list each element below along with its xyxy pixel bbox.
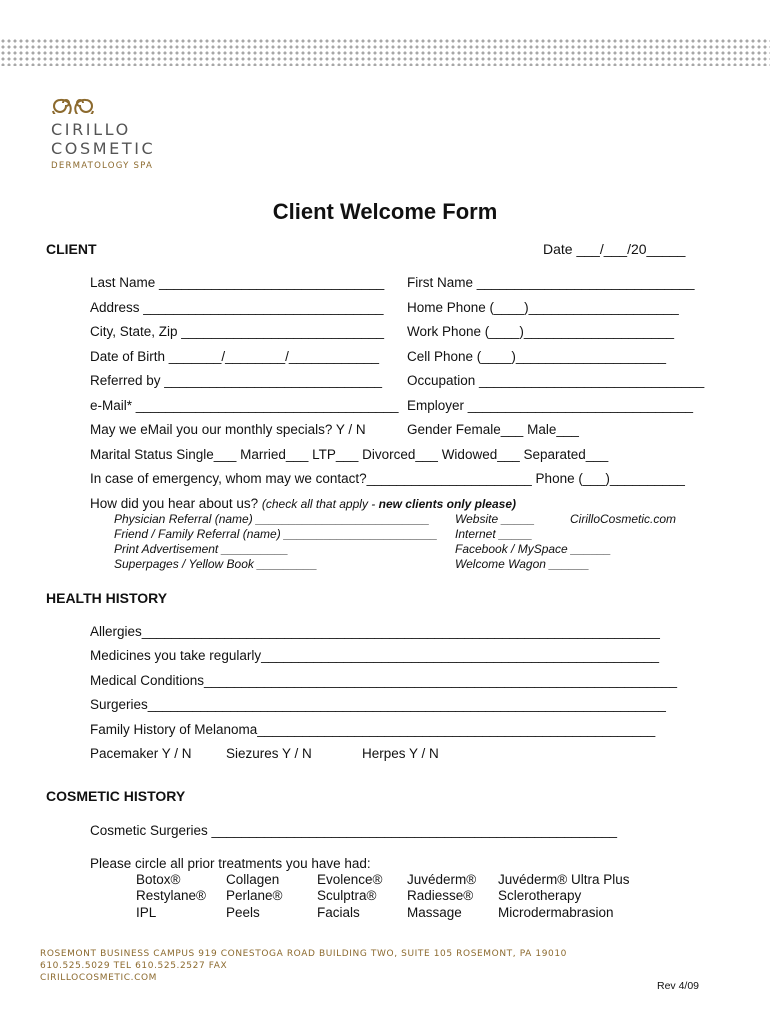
cosmetic-history-heading: COSMETIC HISTORY (46, 788, 186, 804)
herpes-field[interactable]: Herpes Y / N (362, 746, 439, 761)
brand-name-line1: CIRILLO (51, 120, 131, 139)
date-of-birth-field[interactable]: Date of Birth _______/________/____________ (90, 349, 380, 364)
swirl-logo-icon (51, 92, 95, 114)
source-internet[interactable]: Internet _____ (455, 527, 533, 541)
source-website[interactable]: Website _____ (455, 512, 535, 526)
brand-logo (51, 92, 155, 171)
home-phone-field[interactable]: Home Phone (____)____________________ (407, 300, 679, 315)
client-section-heading: CLIENT (46, 241, 97, 257)
surgeries-field[interactable]: Surgeries_____________________________________________________________________ (90, 697, 666, 712)
source-print-advertisement[interactable]: Print Advertisement __________ (114, 542, 289, 556)
seizures-field[interactable]: Siezures Y / N (226, 746, 312, 761)
allergies-field[interactable]: Allergies_____________________________________________________________________ (90, 624, 660, 639)
footer-website: CIRILLOCOSMETIC.COM (40, 973, 158, 983)
brand-tagline: DERMATOLOGY SPA (51, 161, 154, 171)
email-field[interactable]: e-Mail* ___________________________________ (90, 398, 399, 413)
form-title: Client Welcome Form (272, 199, 498, 224)
treatment-facials[interactable]: Facials (317, 905, 360, 920)
treatment-radiesse[interactable]: Radiesse® (407, 888, 474, 903)
treatment-microdermabrasion[interactable]: Microdermabrasion (498, 905, 614, 920)
medical-conditions-field[interactable]: Medical Conditions_______________________________________________________________ (90, 673, 678, 688)
treatments-prompt: Please circle all prior treatments you have had: (90, 856, 371, 871)
emergency-contact-field[interactable]: In case of emergency, whom may we contact?______________________ Phone (___)__________ (90, 471, 685, 486)
treatment-sclerotherapy[interactable]: Sclerotherapy (498, 888, 582, 903)
source-friend-family-referral[interactable]: Friend / Family Referral (name) _______________________ (114, 527, 438, 541)
treatment-perlane[interactable]: Perlane® (226, 888, 283, 903)
treatment-restylane[interactable]: Restylane® (136, 888, 206, 903)
pacemaker-field[interactable]: Pacemaker Y / N (90, 746, 192, 761)
hear-about-us-note-bold: new clients only please) (378, 497, 516, 511)
gender-field[interactable]: Gender Female___ Male___ (407, 422, 579, 437)
treatment-massage[interactable]: Massage (407, 905, 462, 920)
work-phone-field[interactable]: Work Phone (____)____________________ (407, 324, 674, 339)
marital-status-field[interactable]: Marital Status Single___ Married___ LTP___ Divorced___ Widowed___ Separated___ (90, 447, 609, 462)
treatment-ipl[interactable]: IPL (136, 905, 157, 920)
treatment-peels[interactable]: Peels (226, 905, 260, 920)
first-name-field[interactable]: First Name _____________________________ (407, 275, 695, 290)
treatment-juvederm-ultra-plus[interactable]: Juvéderm® Ultra Plus (498, 872, 630, 887)
family-history-melanoma-field[interactable]: Family History of Melanoma_____________________________________________________ (90, 722, 656, 737)
email-specials-question[interactable]: May we eMail you our monthly specials? Y / N (90, 422, 366, 437)
brand-name-line2: COSMETIC (51, 139, 156, 158)
revision-label: Rev 4/09 (657, 980, 700, 992)
treatment-juvederm[interactable]: Juvéderm® (407, 872, 477, 887)
website-name: CirilloCosmetic.com (570, 512, 677, 526)
city-state-zip-field[interactable]: City, State, Zip ___________________________ (90, 324, 384, 339)
treatment-botox[interactable]: Botox® (136, 872, 181, 887)
source-superpages[interactable]: Superpages / Yellow Book _________ (114, 557, 318, 571)
address-field[interactable]: Address ________________________________ (90, 300, 384, 315)
source-physician-referral[interactable]: Physician Referral (name) __________________________ (114, 512, 430, 526)
hear-about-us-question (90, 496, 516, 511)
treatment-collagen[interactable]: Collagen (226, 872, 280, 887)
cell-phone-field[interactable]: Cell Phone (____)____________________ (407, 349, 666, 364)
last-name-field[interactable]: Last Name ______________________________ (90, 275, 385, 290)
footer-phone-fax: 610.525.5029 TEL 610.525.2527 FAX (40, 961, 228, 971)
footer-address: ROSEMONT BUSINESS CAMPUS 919 CONESTOGA ROAD BUILDING TWO, SUITE 105 ROSEMONT, PA 19010 (40, 949, 568, 959)
occupation-field[interactable]: Occupation ______________________________ (407, 373, 705, 388)
cosmetic-surgeries-field[interactable]: Cosmetic Surgeries ______________________________________________________ (90, 823, 617, 838)
treatment-sculptra[interactable]: Sculptra® (317, 888, 377, 903)
referred-by-field[interactable]: Referred by _____________________________ (90, 373, 383, 388)
hear-about-us-label: How did you hear about us? (90, 496, 259, 511)
health-history-heading: HEALTH HISTORY (46, 590, 168, 606)
decorative-dot-band (0, 38, 770, 66)
source-facebook-myspace[interactable]: Facebook / MySpace ______ (455, 542, 612, 556)
medicines-field[interactable]: Medicines you take regularly_____________________________________________________ (90, 648, 660, 663)
employer-field[interactable]: Employer ______________________________ (407, 398, 694, 413)
treatment-evolence[interactable]: Evolence® (317, 872, 383, 887)
date-field[interactable]: Date ___/___/20_____ (543, 241, 686, 257)
hear-about-us-note: (check all that apply - (261, 497, 379, 511)
source-welcome-wagon[interactable]: Welcome Wagon ______ (455, 557, 590, 571)
